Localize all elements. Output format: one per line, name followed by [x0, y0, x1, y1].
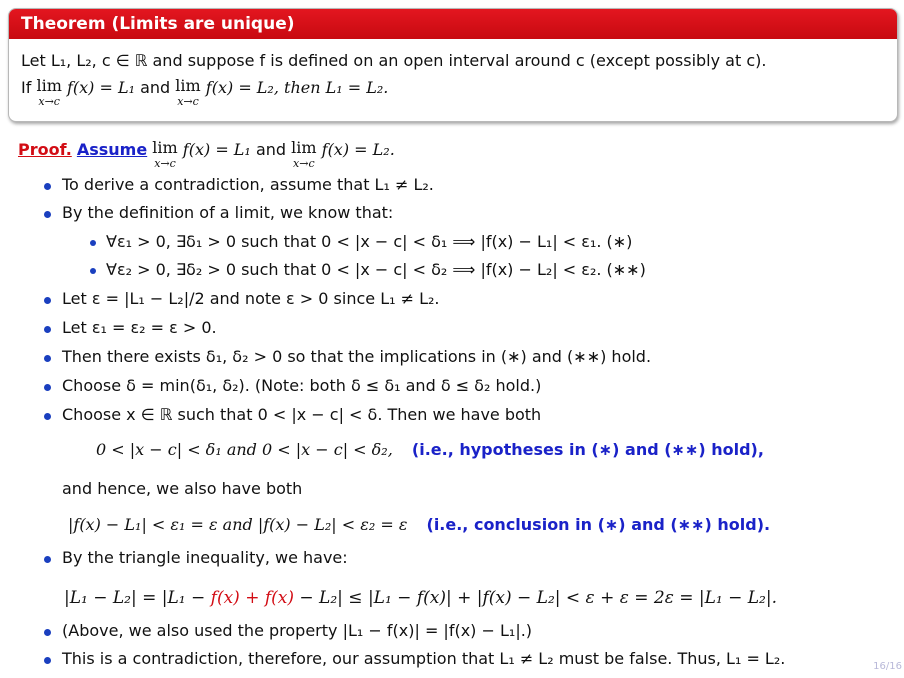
sub-bullet: ∀ε₁ > 0, ∃δ₁ > 0 such that 0 < |x − c| < δ₁ ⟹ |f(x) − L₁| < ε₁. (∗) — [106, 232, 633, 251]
limit-notation: lim x→c — [152, 138, 178, 170]
limit-notation: lim x→c — [291, 138, 317, 170]
theorem-line-2: If lim x→c f(x) = L₁ and lim x→c f(x) = L₂, then L₁ = L₂. — [21, 76, 389, 108]
theorem-line-1: Let L₁, L₂, c ∈ ℝ and suppose f is defined on an open interval around c (except possibly at c). — [21, 51, 767, 70]
bullet-icon — [44, 326, 51, 333]
theorem-block — [8, 8, 898, 122]
assume-link[interactable]: Assume — [76, 140, 148, 159]
display-equation-2: |f(x) − L₁| < ε₁ = ε and |f(x) − L₂| < ε₂ = ε (i.e., conclusion in (∗) and (∗∗) hold). — [68, 515, 771, 534]
theorem-body — [9, 39, 897, 113]
bullet-icon — [44, 556, 51, 563]
hence-text: and hence, we also have both — [62, 479, 303, 498]
proof-bullet: (Above, we also used the property |L₁ − f(x)| = |f(x) − L₁|.) — [62, 621, 533, 640]
proof-bullet: Let ε = |L₁ − L₂|/2 and note ε > 0 since L₁ ≠ L₂. — [62, 289, 440, 308]
bullet-icon — [44, 211, 51, 218]
limit-notation: lim x→c — [36, 76, 62, 108]
bullet-icon — [44, 355, 51, 362]
limit-notation: lim x→c — [175, 76, 201, 108]
bullet-icon — [90, 240, 96, 246]
proof-bullet: Then there exists δ₁, δ₂ > 0 so that the implications in (∗) and (∗∗) hold. — [62, 347, 652, 366]
page-number: 16/16 — [873, 661, 902, 672]
bullet-icon — [44, 183, 51, 190]
proof-bullet: Choose δ = min(δ₁, δ₂). (Note: both δ ≤ δ₁ and δ ≤ δ₂ hold.) — [62, 376, 542, 395]
theorem-title: Theorem (Limits are unique) — [9, 9, 897, 39]
bullet-icon — [44, 384, 51, 391]
proof-bullet: To derive a contradiction, assume that L₁ ≠ L₂. — [62, 175, 434, 194]
proof-bullet: By the triangle inequality, we have: — [62, 548, 348, 567]
bullet-icon — [44, 297, 51, 304]
proof-bullet: Let ε₁ = ε₂ = ε > 0. — [62, 318, 217, 337]
proof-bullet: This is a contradiction, therefore, our assumption that L₁ ≠ L₂ must be false. Thus, L₁ = L₂. — [62, 649, 786, 668]
proof-heading: Proof. Assume lim x→c f(x) = L₁ and lim x→c f(x) = L₂. — [18, 138, 395, 170]
bullet-icon — [44, 657, 51, 664]
bullet-icon — [90, 268, 96, 274]
bullet-icon — [44, 413, 51, 420]
proof-bullet: Choose x ∈ ℝ such that 0 < |x − c| < δ. Then we have both — [62, 405, 542, 424]
proof-bullet: By the definition of a limit, we know that: — [62, 203, 394, 222]
bullet-icon — [44, 629, 51, 636]
display-equation-1: 0 < |x − c| < δ₁ and 0 < |x − c| < δ₂, (i.e., hypotheses in (∗) and (∗∗) hold), — [96, 440, 764, 459]
sub-bullet: ∀ε₂ > 0, ∃δ₂ > 0 such that 0 < |x − c| < δ₂ ⟹ |f(x) − L₂| < ε₂. (∗∗) — [106, 260, 646, 279]
triangle-equation: |L₁ − L₂| = |L₁ − f(x) + f(x) − L₂| ≤ |L₁ − f(x)| + |f(x) − L₂| < ε + ε = 2ε = |L₁ − L₂|. — [64, 588, 778, 608]
